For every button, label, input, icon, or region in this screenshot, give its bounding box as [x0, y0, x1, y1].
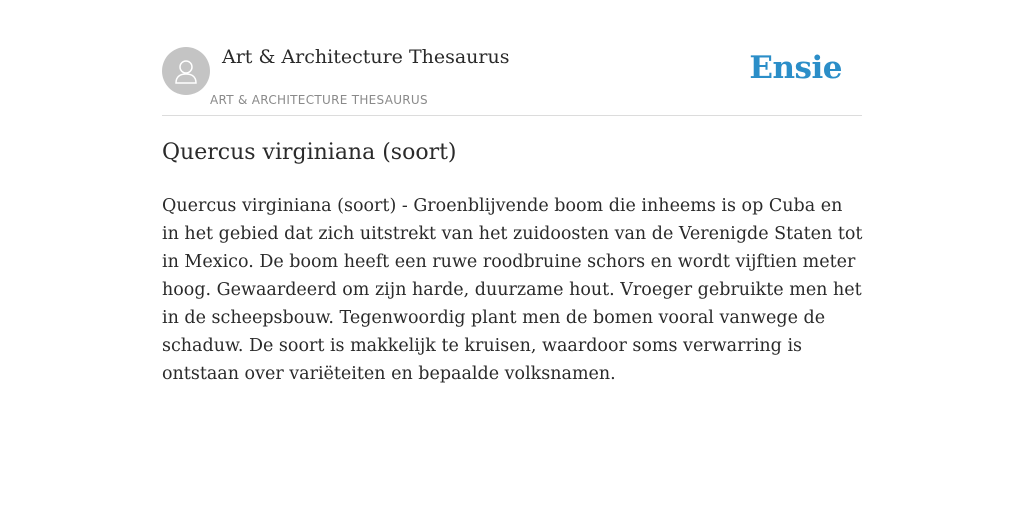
source-header	[162, 36, 862, 116]
entry-body: Quercus virginiana (soort) - Groenblijvende boom die inheems is op Cuba en in het gebied dat zich uitstrekt van het zuidoosten van de Verenigde Staten tot in Mexico. De boom heeft een ruwe roodbruine schors en wordt vijftien meter hoog. Gewaardeerd om zijn harde, duurzame hout. Vroeger gebruikte men het in de scheepsbouw. Tegenwoordig plant men de bomen vooral vanwege de schaduw. De soort is makkelijk te kruisen, waardoor soms verwarring is ontstaan over variëteiten en bepaalde volksnamen.	[162, 196, 863, 384]
brand-logo[interactable]: Ensie	[749, 50, 842, 86]
user-icon	[171, 56, 201, 86]
source-title[interactable]: Art & Architecture Thesaurus	[222, 46, 510, 68]
avatar[interactable]	[162, 47, 210, 95]
entry-title: Quercus virginiana (soort)	[162, 140, 457, 165]
source-subtitle[interactable]: ART & ARCHITECTURE THESAURUS	[210, 93, 428, 107]
